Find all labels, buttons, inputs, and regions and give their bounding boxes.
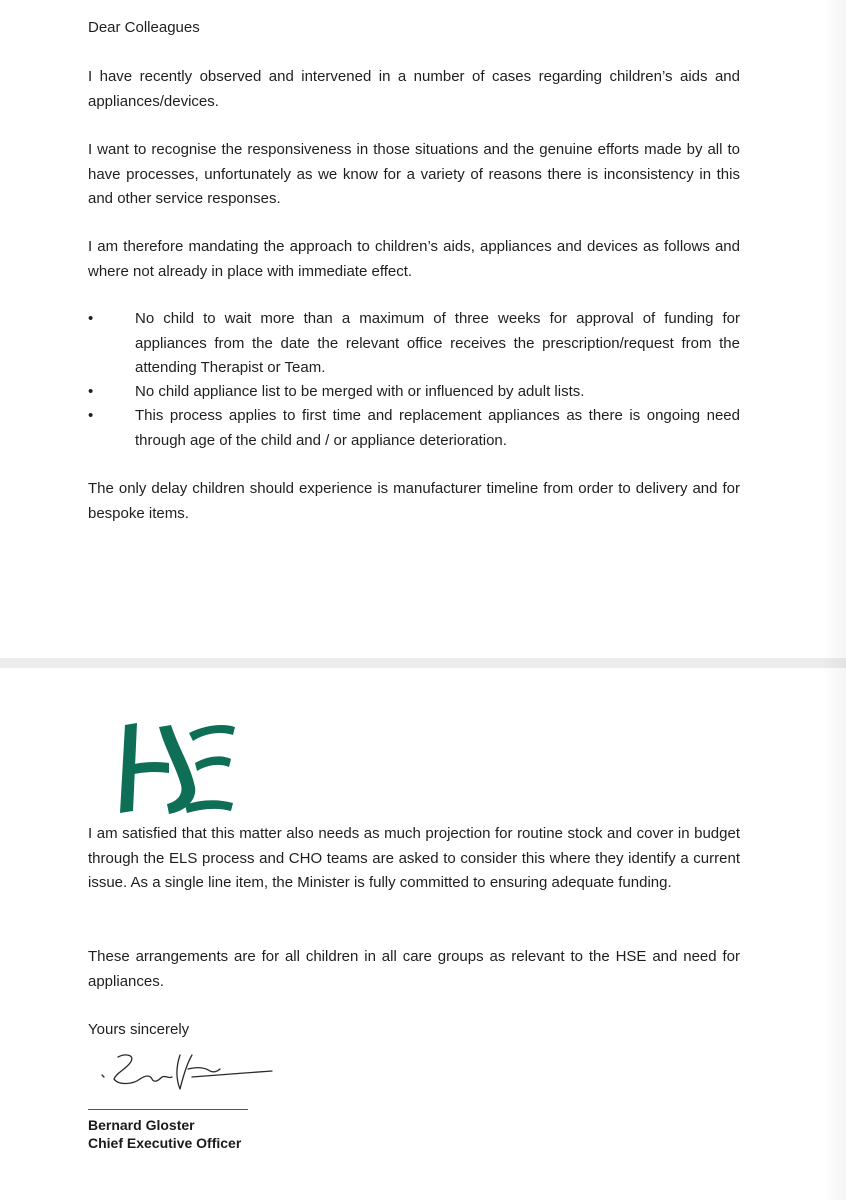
paragraph-budget: I am satisfied that this matter also needs as much projection for routine stock and cover in budget through the ELS process and CHO teams are asked to consider this where they identify a current issue. As a single line item, the Minister is fully committed to ensuring adequate funding. bbox=[88, 825, 740, 891]
paragraph-cases: I have recently observed and intervened in a number of cases regarding children’s aids and appliances/devices. bbox=[88, 68, 740, 110]
signatory-title: Chief Executive Officer bbox=[88, 1135, 242, 1151]
bullet-text-replacement: This process applies to first time and replacement appliances as there is ongoing need through age of the child and / or appliance deterioration. bbox=[135, 407, 740, 449]
salutation: Dear Colleagues bbox=[88, 19, 200, 36]
bullet-text-adult-lists: No child appliance list to be merged with or influenced by adult lists. bbox=[135, 383, 585, 400]
letter-page-2 bbox=[0, 668, 846, 1200]
signature-line bbox=[88, 1109, 248, 1110]
paragraph-responsiveness: I want to recognise the responsiveness in those situations and the genuine efforts made by all to have processes, unfortunately as we know for a variety of reasons there is inconsistency in this and other service responses. bbox=[88, 141, 740, 207]
bullet-icon: • bbox=[88, 383, 94, 400]
closing: Yours sincerely bbox=[88, 1021, 190, 1038]
list-item bbox=[88, 307, 740, 381]
hse-logo bbox=[113, 719, 239, 816]
bullet-icon: • bbox=[88, 407, 94, 424]
list-item bbox=[88, 404, 740, 454]
signatory-name: Bernard Gloster bbox=[88, 1117, 195, 1133]
bullet-text-wait-time: No child to wait more than a maximum of three weeks for approval of funding for appliances from the date the relevant office receives the prescription/request from the attending Therapist or Team. bbox=[135, 310, 740, 376]
bullet-icon: • bbox=[88, 310, 94, 327]
paragraph-arrangements: These arrangements are for all children in all care groups as relevant to the HSE and need for appliances. bbox=[88, 948, 740, 990]
paragraph-mandate: I am therefore mandating the approach to children’s aids, appliances and devices as follows and where not already in place with immediate effect. bbox=[88, 238, 740, 280]
signature bbox=[96, 1045, 276, 1107]
paragraph-delay: The only delay children should experience is manufacturer timeline from order to delivery and for bespoke items. bbox=[88, 480, 740, 522]
page-edge-shadow bbox=[822, 0, 846, 1200]
list-item bbox=[88, 380, 740, 405]
page-divider bbox=[0, 658, 846, 668]
